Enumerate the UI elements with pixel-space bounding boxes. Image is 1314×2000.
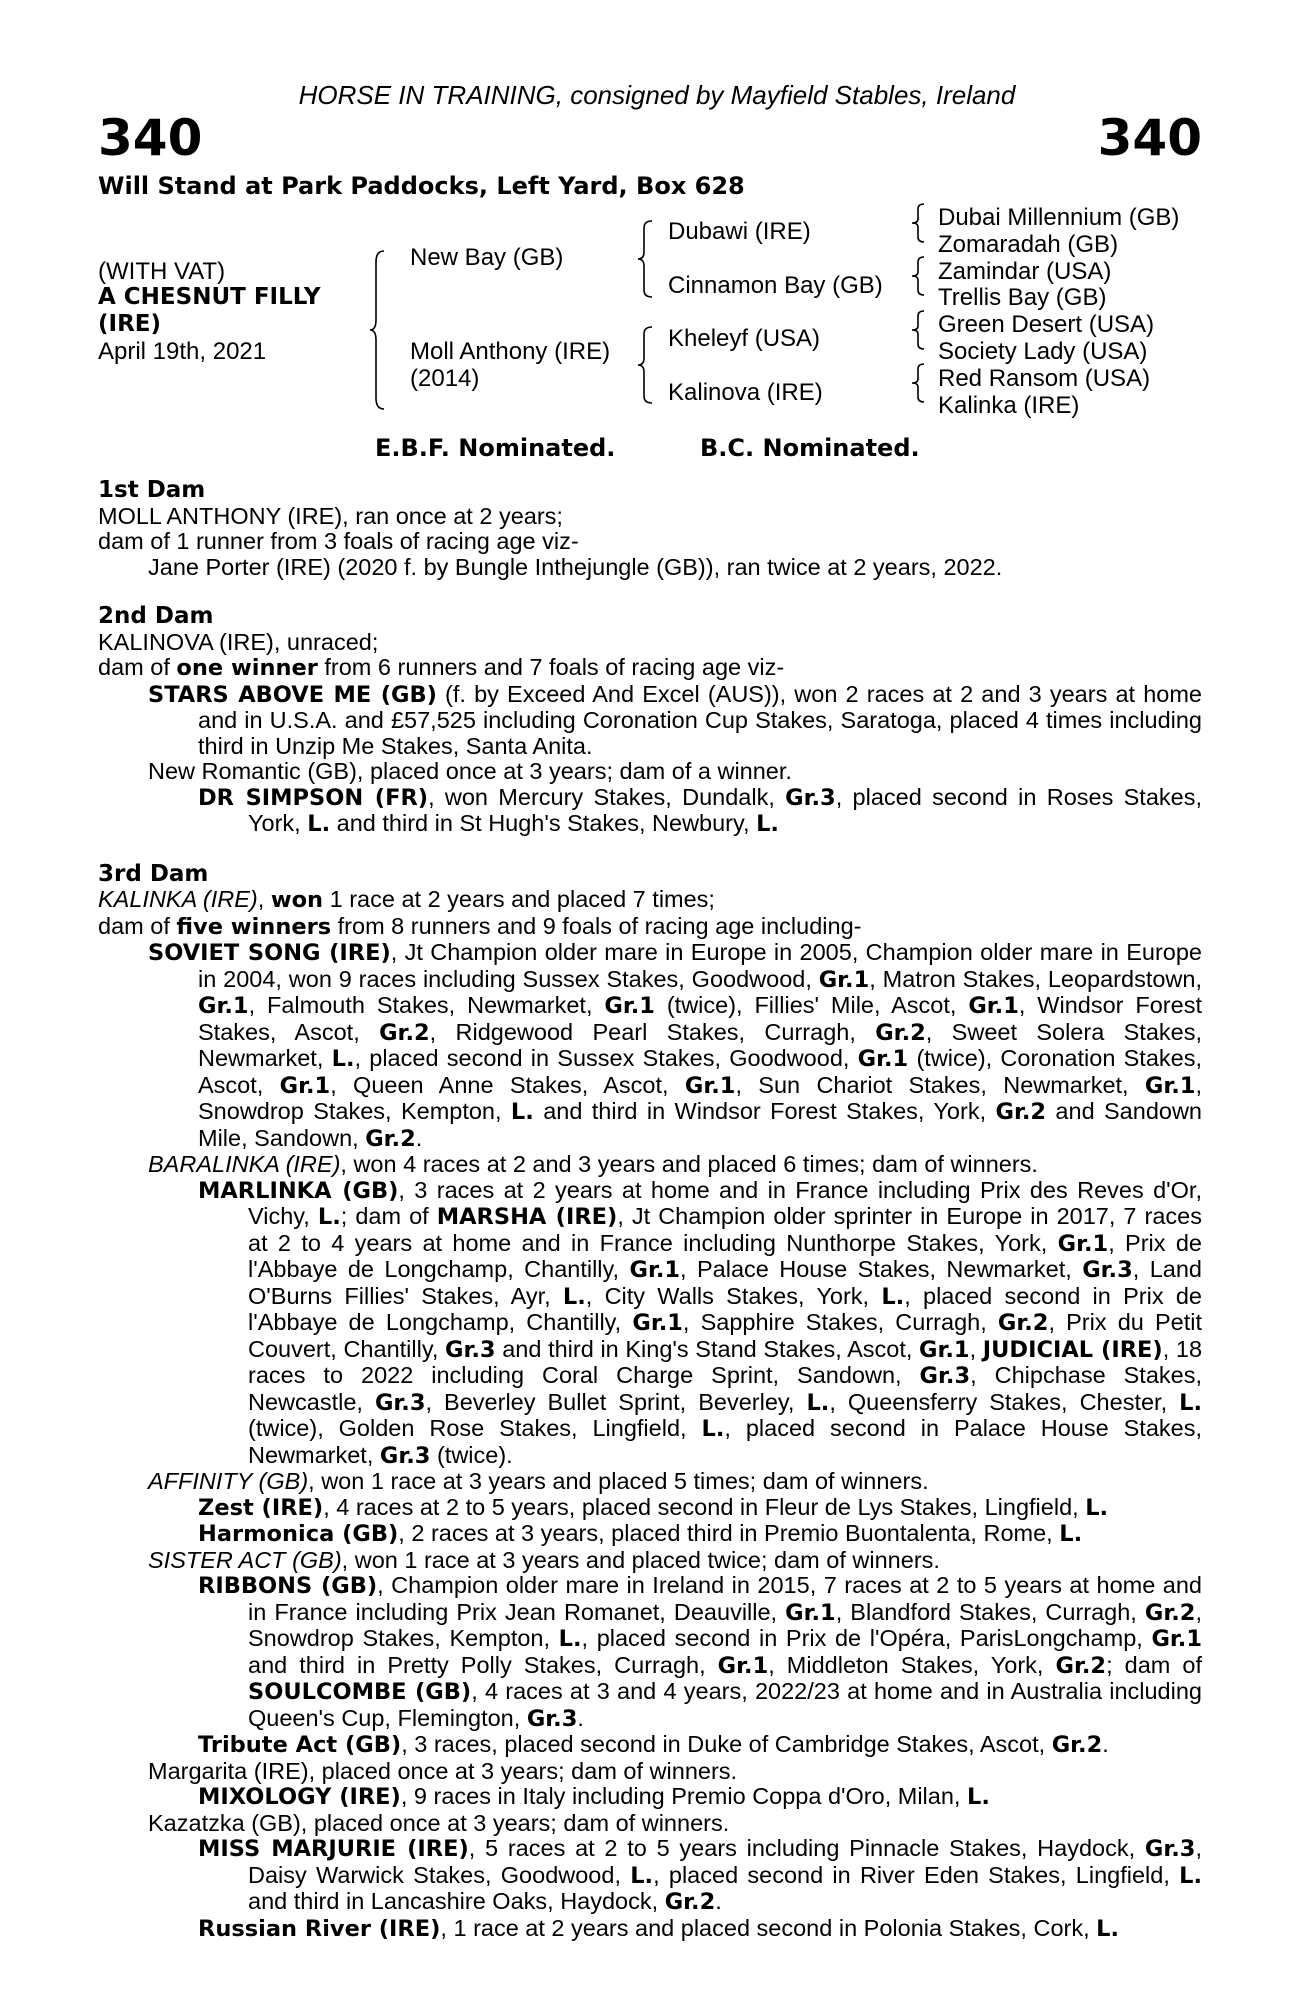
second-dam-produce: STARS ABOVE ME (GB) (f. by Exceed And Excel (AUS)), won 2 races at 2 and 3 years at home and in U.S.A. and £57,525 including Coronation Cup Stakes, Saratoga, placed 4 times including third in Unzip Me Stakes, Santa Anita.	[148, 680, 1202, 759]
first-dam-line: dam of 1 runner from 3 foals of racing age viz-	[98, 528, 579, 554]
pedigree-bracket-g2	[912, 256, 928, 296]
pedigree-bracket-g3	[912, 310, 928, 350]
dam-sire: Kheleyf (USA)	[668, 325, 821, 352]
g3-6: Society Lady (USA)	[938, 338, 1148, 365]
g3-7: Red Ransom (USA)	[938, 365, 1151, 392]
second-dam-line: KALINOVA (IRE), unraced;	[98, 628, 379, 655]
vat-label: (WITH VAT)	[98, 258, 226, 285]
g3-1: Dubai Millennium (GB)	[938, 204, 1180, 231]
second-dam-heading: 2nd Dam	[98, 603, 214, 629]
third-dam-grandproduce: Russian River (IRE), 1 race at 2 years and placed second in Polonia Stakes, Cork, L.	[198, 1914, 1120, 1942]
dam-name: Moll Anthony (IRE)	[410, 338, 611, 365]
dam-details	[98, 478, 1202, 1942]
second-dam-line: dam of one winner from 6 runners and 7 foals of racing age viz-	[98, 654, 785, 681]
g3-4: Trellis Bay (GB)	[938, 284, 1107, 311]
third-dam-grandproduce: MIXOLOGY (IRE), 9 races in Italy including Premio Coppa d'Oro, Milan, L.	[198, 1783, 990, 1810]
stand-location: Will Stand at Park Paddocks, Left Yard, Box 628	[98, 172, 745, 200]
third-dam-produce: Margarita (IRE), placed once at 3 years; dam of winners.	[148, 1757, 738, 1784]
pedigree-bracket-g1	[912, 203, 928, 243]
third-dam-line: dam of five winners from 8 runners and 9 foals of racing age including-	[98, 912, 862, 940]
g3-2: Zomaradah (GB)	[938, 231, 1119, 258]
g3-3: Zamindar (USA)	[938, 258, 1112, 285]
pedigree-bracket-main	[370, 250, 390, 410]
first-dam-heading: 1st Dam	[98, 477, 206, 503]
pedigree-bracket-dam	[638, 326, 658, 404]
third-dam-produce: BARALINKA (IRE), won 4 races at 2 and 3 years and placed 6 times; dam of winners.	[148, 1151, 1038, 1177]
third-dam-produce: Kazatzka (GB), placed once at 3 years; dam of winners.	[148, 1809, 730, 1836]
third-dam-grandproduce: MISS MARJURIE (IRE), 5 races at 2 to 5 years including Pinnacle Stakes, Haydock, Gr.3, Daisy Warwick Stakes, Goodwood, L., placed second in River Eden Stakes, Lingfield, L. and third in Lancashire Oaks, Haydock, Gr.2.	[198, 1835, 1202, 1915]
ebf-nomination: E.B.F. Nominated.	[375, 434, 616, 462]
pedigree-bracket-sire	[638, 220, 658, 298]
sire-name: New Bay (GB)	[410, 244, 564, 271]
dam-year: (2014)	[410, 365, 480, 392]
third-dam-produce: AFFINITY (GB), won 1 race at 3 years and placed 5 times; dam of winners.	[148, 1468, 929, 1494]
horse-origin: (IRE)	[98, 311, 162, 337]
bc-nomination: B.C. Nominated.	[700, 434, 920, 462]
third-dam-grandproduce: RIBBONS (GB), Champion older mare in Ireland in 2015, 7 races at 2 to 5 years at home and in France including Prix Jean Romanet, Deauville, Gr.1, Blandford Stakes, Curragh, Gr.2, Snowdrop Stakes, Kempton, L., placed second in Prix de l'Opéra, ParisLongchamp, Gr.1 and third in Pretty Polly Stakes, Curragh, Gr.1, Middleton Stakes, York, Gr.2; dam of SOULCOMBE (GB), 4 races at 3 and 4 years, 2022/23 at home and in Australia including Queen's Cup, Flemington, Gr.3.	[198, 1572, 1202, 1732]
first-dam-line: MOLL ANTHONY (IRE), ran once at 2 years;	[98, 502, 563, 529]
lot-number-left: 340	[98, 109, 203, 167]
lot-number-right: 340	[1097, 109, 1202, 167]
dam-dam: Kalinova (IRE)	[668, 379, 823, 406]
first-dam-produce: Jane Porter (IRE) (2020 f. by Bungle Inthejungle (GB)), ran twice at 2 years, 2022.	[148, 553, 1003, 580]
foaling-date: April 19th, 2021	[98, 338, 267, 365]
third-dam-produce: SOVIET SONG (IRE), Jt Champion older mare in Europe in 2005, Champion older mare in Europe in 2004, won 9 races including Sussex Stakes, Goodwood, Gr.1, Matron Stakes, Leopardstown, Gr.1, Falmouth Stakes, Newmarket, Gr.1 (twice), Fillies' Mile, Ascot, Gr.1, Windsor Forest Stakes, Ascot, Gr.2, Ridgewood Pearl Stakes, Curragh, Gr.2, Sweet Solera Stakes, Newmarket, L., placed second in Sussex Stakes, Goodwood, Gr.1 (twice), Coronation Stakes, Ascot, Gr.1, Queen Anne Stakes, Ascot, Gr.1, Sun Chariot Stakes, Newmarket, Gr.1, Snowdrop Stakes, Kempton, L. and third in Windsor Forest Stakes, York, Gr.2 and Sandown Mile, Sandown, Gr.2.	[148, 939, 1203, 1152]
third-dam-heading: 3rd Dam	[98, 860, 209, 887]
third-dam-line: KALINKA (IRE), won 1 race at 2 years and placed 7 times;	[98, 886, 715, 913]
third-dam-grandproduce: Tribute Act (GB), 3 races, placed second in Duke of Cambridge Stakes, Ascot, Gr.2.	[198, 1731, 1109, 1758]
third-dam-grandproduce: Zest (IRE), 4 races at 2 to 5 years, placed second in Fleur de Lys Stakes, Lingfield, L.	[198, 1493, 1109, 1521]
consignment-line: HORSE IN TRAINING, consigned by Mayfield Stables, Ireland	[298, 80, 1016, 110]
g3-8: Kalinka (IRE)	[938, 392, 1080, 419]
third-dam-grandproduce: Harmonica (GB), 2 races at 3 years, placed third in Premio Buontalenta, Rome, L.	[198, 1520, 1083, 1547]
third-dam-produce: SISTER ACT (GB), won 1 race at 3 years and placed twice; dam of winners.	[148, 1546, 940, 1573]
second-dam-produce: New Romantic (GB), placed once at 3 years; dam of a winner.	[148, 758, 792, 784]
second-dam-grandproduce: DR SIMPSON (FR), won Mercury Stakes, Dundalk, Gr.3, placed second in Roses Stakes, York, L. and third in St Hugh's Stakes, Newbury, L.	[198, 783, 1202, 837]
sire-dam: Cinnamon Bay (GB)	[668, 272, 883, 299]
sire-sire: Dubawi (IRE)	[668, 218, 811, 245]
horse-description: A CHESNUT FILLY	[98, 284, 321, 310]
g3-5: Green Desert (USA)	[938, 311, 1155, 338]
pedigree-bracket-g4	[912, 363, 928, 403]
third-dam-grandproduce: MARLINKA (GB), 3 races at 2 years at home and in France including Prix des Reves d'Or, Vichy, L.; dam of MARSHA (IRE), Jt Champion older sprinter in Europe in 2017, 7 races at 2 to 4 years at home and in France including Nunthorpe Stakes, York, Gr.1, Prix de l'Abbaye de Longchamp, Chantilly, Gr.1, Palace House Stakes, Newmarket, Gr.3, Land O'Burns Fillies' Stakes, Ayr, L., City Walls Stakes, York, L., placed second in Prix de l'Abbaye de Longchamp, Chantilly, Gr.1, Sapphire Stakes, Curragh, Gr.2, Prix du Petit Couvert, Chantilly, Gr.3 and third in King's Stand Stakes, Ascot, Gr.1, JUDICIAL (IRE), 18 races to 2022 including Coral Charge Sprint, Sandown, Gr.3, Chipchase Stakes, Newcastle, Gr.3, Beverley Bullet Sprint, Beverley, L., Queensferry Stakes, Chester, L. (twice), Golden Rose Stakes, Lingfield, L., placed second in Palace House Stakes, Newmarket, Gr.3 (twice).	[198, 1176, 1203, 1469]
